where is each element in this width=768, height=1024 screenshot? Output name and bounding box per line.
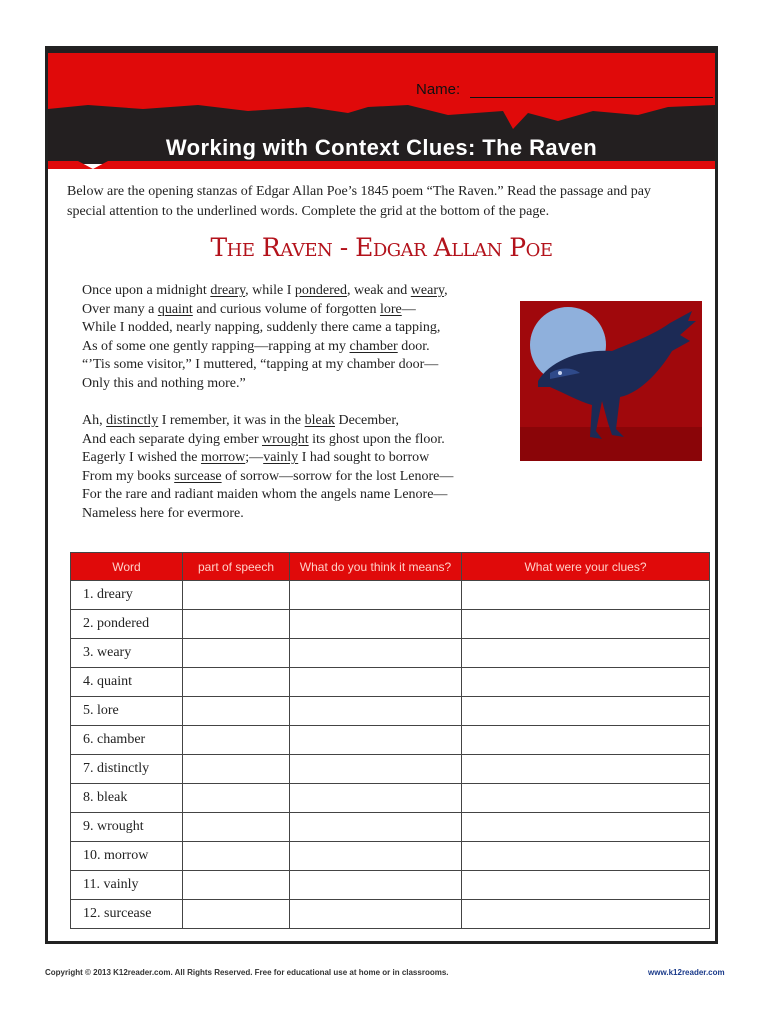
grid-cell-word: 12. surcease <box>71 900 183 929</box>
grid-cell-part-of-speech[interactable] <box>183 697 290 726</box>
poem-stanza-1 <box>82 282 512 393</box>
grid-body <box>71 581 710 929</box>
poem-text: As of some one gently rapping—rapping at my <box>82 338 350 354</box>
underlined-word: wrought <box>261 431 309 447</box>
grid-header-clues: What were your clues? <box>462 553 710 581</box>
grid-cell-part-of-speech[interactable] <box>183 842 290 871</box>
grid-cell-word: 3. weary <box>71 639 183 668</box>
poem-line <box>82 319 512 338</box>
grid-cell-word: 1. dreary <box>71 581 183 610</box>
worksheet-page <box>45 46 718 944</box>
underlined-word: weary <box>410 283 445 298</box>
grid-cell-clues[interactable] <box>462 581 710 610</box>
grid-row <box>71 900 710 929</box>
grid-cell-meaning[interactable] <box>290 610 462 639</box>
raven-illustration <box>520 301 702 461</box>
grid-cell-clues[interactable] <box>462 726 710 755</box>
vocabulary-grid <box>70 552 710 929</box>
poem-text: its ghost upon the floor. <box>308 431 445 447</box>
poem-line <box>82 468 512 487</box>
grid-cell-part-of-speech[interactable] <box>183 639 290 668</box>
underlined-word: morrow <box>200 450 246 465</box>
poem-text: ;— <box>245 450 264 465</box>
grid-cell-clues[interactable] <box>462 900 710 929</box>
poem-line <box>82 282 512 301</box>
grid-cell-part-of-speech[interactable] <box>183 900 290 929</box>
grid-cell-word: 5. lore <box>71 697 183 726</box>
grid-cell-word: 4. quaint <box>71 668 183 697</box>
poem-text: Ah, <box>82 413 107 428</box>
grid-cell-clues[interactable] <box>462 610 710 639</box>
poem-title: The Raven - Edgar Allan Poe <box>210 233 553 262</box>
grid-cell-word: 9. wrought <box>71 813 183 842</box>
grid-row <box>71 581 710 610</box>
underlined-word: vainly <box>263 450 299 465</box>
grid-cell-clues[interactable] <box>462 842 710 871</box>
grid-cell-meaning[interactable] <box>290 813 462 842</box>
poem-text: of sorrow—sorrow for the lost Lenore— <box>221 468 454 484</box>
poem-text: , weak and <box>347 283 411 298</box>
poem-text: For the rare and radiant maiden whom the angels name Lenore— <box>82 487 448 502</box>
grid-cell-part-of-speech[interactable] <box>183 755 290 784</box>
grid-cell-clues[interactable] <box>462 813 710 842</box>
underlined-word: bleak <box>304 413 335 428</box>
poem-text: “’Tis some visitor,” I muttered, “tapping at my chamber door— <box>82 357 439 372</box>
instructions-line: special attention to the underlined words. Complete the grid at the bottom of the page. <box>67 204 550 219</box>
poem-line <box>82 486 512 505</box>
grid-cell-part-of-speech[interactable] <box>183 668 290 697</box>
grid-header-meaning: What do you think it means? <box>290 553 462 581</box>
poem-line <box>82 356 512 375</box>
grid-cell-word: 6. chamber <box>71 726 183 755</box>
grid-row <box>71 784 710 813</box>
grid-cell-part-of-speech[interactable] <box>183 610 290 639</box>
grid-cell-clues[interactable] <box>462 697 710 726</box>
grid-row <box>71 726 710 755</box>
underlined-word: lore <box>379 301 402 317</box>
grid-cell-part-of-speech[interactable] <box>183 813 290 842</box>
poem-text: Nameless here for evermore. <box>82 505 244 521</box>
grid-row <box>71 668 710 697</box>
grid-cell-word: 10. morrow <box>71 842 183 871</box>
poem-text: I had sought to borrow <box>298 450 430 465</box>
grid-cell-meaning[interactable] <box>290 668 462 697</box>
poem-line <box>82 301 512 320</box>
grid-header-part-of-speech: part of speech <box>183 553 290 581</box>
grid-cell-clues[interactable] <box>462 784 710 813</box>
poem-line <box>82 412 512 431</box>
grid-cell-part-of-speech[interactable] <box>183 784 290 813</box>
instructions <box>67 182 687 222</box>
grid-cell-meaning[interactable] <box>290 581 462 610</box>
grid-row <box>71 697 710 726</box>
poem-text: While I nodded, nearly napping, suddenly there came a tapping, <box>82 320 441 335</box>
site-link[interactable]: www.k12reader.com <box>648 968 725 977</box>
grid-cell-part-of-speech[interactable] <box>183 581 290 610</box>
grid-cell-meaning[interactable] <box>290 639 462 668</box>
poem-text: Eagerly I wished the <box>82 450 201 465</box>
grid-cell-meaning[interactable] <box>290 697 462 726</box>
underlined-word: surcease <box>174 468 222 484</box>
name-label: Name: <box>416 81 461 98</box>
grid-cell-word: 8. bleak <box>71 784 183 813</box>
grid-cell-meaning[interactable] <box>290 842 462 871</box>
poem-text: Over many a <box>82 301 158 317</box>
grid-row <box>71 813 710 842</box>
grid-cell-clues[interactable] <box>462 639 710 668</box>
grid-cell-clues[interactable] <box>462 755 710 784</box>
poem-line <box>82 449 512 468</box>
poem-text: and curious volume of forgotten <box>192 301 380 317</box>
grid-cell-word: 7. distinctly <box>71 755 183 784</box>
poem-line <box>82 375 512 394</box>
poem-text: , <box>444 283 448 298</box>
grid-row <box>71 842 710 871</box>
poem-text: , while I <box>245 283 295 298</box>
grid-cell-word: 11. vainly <box>71 871 183 900</box>
poem-text: I remember, it was in the <box>158 413 305 428</box>
poem-line <box>82 505 512 524</box>
poem-text: door. <box>397 338 430 354</box>
grid-cell-word: 2. pondered <box>71 610 183 639</box>
poem-stanza-2 <box>82 412 512 523</box>
copyright-text: Copyright © 2013 K12reader.com. All Rights Reserved. Free for educational use at home or in classrooms. <box>45 968 449 977</box>
underlined-word: pondered <box>294 283 348 298</box>
underlined-word: chamber <box>349 338 398 354</box>
name-field[interactable] <box>470 97 713 98</box>
grid-row <box>71 871 710 900</box>
grid-row <box>71 755 710 784</box>
grid-cell-part-of-speech[interactable] <box>183 871 290 900</box>
instructions-line: Below are the opening stanzas of Edgar Allan Poe’s 1845 poem “The Raven.” Read the passage and pay <box>67 184 651 199</box>
grid-row <box>71 639 710 668</box>
grid-cell-meaning[interactable] <box>290 784 462 813</box>
underlined-word: distinctly <box>106 413 159 428</box>
page-title: Working with Context Clues: The Raven <box>165 135 598 160</box>
grid-cell-part-of-speech[interactable] <box>183 726 290 755</box>
poem-text: From my books <box>82 468 175 484</box>
grid-header-row <box>71 553 710 581</box>
grid-cell-meaning[interactable] <box>290 900 462 929</box>
poem-text: And each separate dying ember <box>82 431 262 447</box>
poem-text: Once upon a midnight <box>82 283 211 298</box>
poem-text: December, <box>334 413 399 428</box>
grid-cell-clues[interactable] <box>462 871 710 900</box>
grid-cell-meaning[interactable] <box>290 726 462 755</box>
poem-line <box>82 338 512 357</box>
grid-cell-clues[interactable] <box>462 668 710 697</box>
underlined-word: quaint <box>157 301 193 317</box>
poem-line <box>82 431 512 450</box>
grid-cell-meaning[interactable] <box>290 755 462 784</box>
grid-row <box>71 610 710 639</box>
grid-cell-meaning[interactable] <box>290 871 462 900</box>
poem-text: Only this and nothing more.” <box>82 375 246 391</box>
poem-text: — <box>401 301 416 317</box>
underlined-word: dreary <box>210 283 246 298</box>
grid-header-word: Word <box>71 553 183 581</box>
